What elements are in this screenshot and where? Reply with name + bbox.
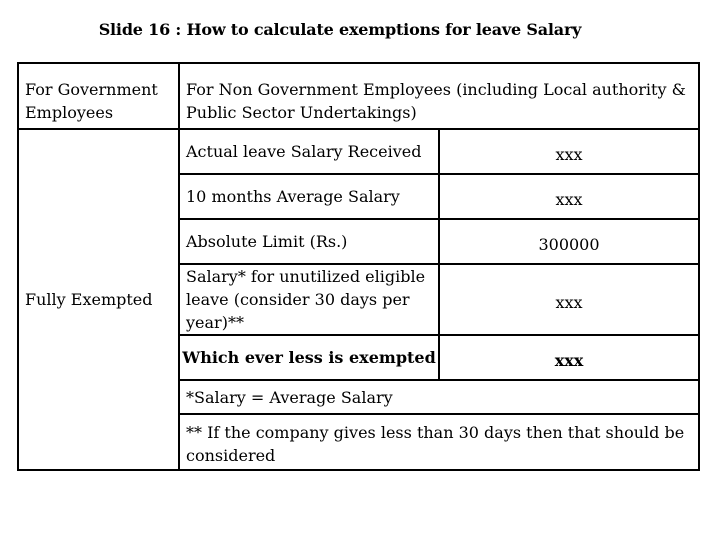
note-cell xyxy=(179,414,699,470)
table-row xyxy=(18,129,699,174)
row-label-cell xyxy=(179,129,439,174)
row-label-cell xyxy=(179,174,439,219)
non-government-employees-header-text: For Non Government Employees (including Local authority & Public Sector Undertakings) xyxy=(186,79,686,122)
government-employees-header-text: For Government Employees xyxy=(25,79,158,122)
fully-exempted-text: Fully Exempted xyxy=(25,290,153,309)
salary-footnote: *Salary = Average Salary xyxy=(186,387,393,407)
absolute-limit-label: Absolute Limit (Rs.) xyxy=(186,232,348,251)
non-government-employees-header xyxy=(179,63,699,129)
actual-leave-salary-label: Actual leave Salary Received xyxy=(186,142,422,161)
whichever-less-label: Which ever less is exempted xyxy=(179,335,439,380)
average-salary-label: 10 months Average Salary xyxy=(186,187,400,206)
leave-salary-exemption-table xyxy=(17,62,700,471)
whichever-less-value: xxx xyxy=(439,335,699,380)
government-employees-header xyxy=(18,63,179,129)
table-header-row xyxy=(18,63,699,129)
fully-exempted-cell xyxy=(18,129,179,470)
average-salary-value: xxx xyxy=(439,174,699,219)
unutilized-leave-salary-label: Salary* for unutilized eligible leave (consider 30 days per year)** xyxy=(186,267,426,332)
slide-title: Slide 16 : How to calculate exemptions for leave Salary xyxy=(98,20,582,39)
note-cell xyxy=(179,380,699,414)
company-days-footnote: ** If the company gives less than 30 days then that should be considered xyxy=(186,423,685,465)
unutilized-leave-salary-value: xxx xyxy=(439,264,699,335)
row-label-cell xyxy=(179,219,439,264)
row-label-cell xyxy=(179,264,439,335)
absolute-limit-value: 300000 xyxy=(439,219,699,264)
actual-leave-salary-value: xxx xyxy=(439,129,699,174)
